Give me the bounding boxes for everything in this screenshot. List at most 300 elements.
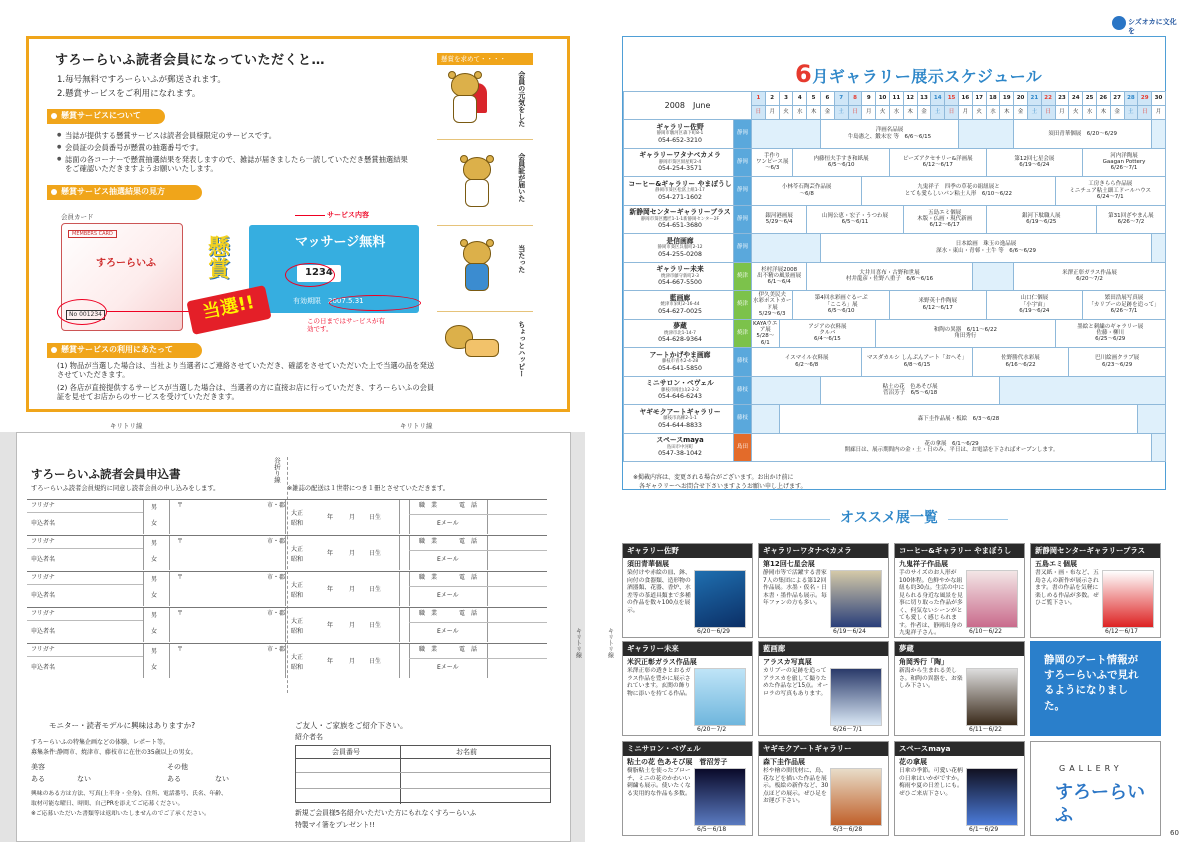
venue-row	[624, 433, 1166, 462]
weekday: 火	[876, 106, 890, 120]
area-tag: 藤枝	[734, 376, 752, 405]
beauty-label: 美容	[31, 763, 45, 771]
comic-caption-2: 会員証が届いた	[517, 153, 526, 202]
weekday: 日	[752, 106, 766, 120]
day-number: 30	[1152, 92, 1166, 106]
weekday: 木	[1000, 106, 1014, 120]
weekday: 日	[1041, 106, 1055, 120]
form-divider	[409, 550, 547, 551]
venue-name: 藍画廊	[669, 293, 691, 302]
form-field-label: 〒	[177, 574, 184, 581]
form-field-label: 男	[151, 648, 158, 655]
form-field-label: Eメール	[437, 628, 459, 635]
form-field-label: 月	[349, 658, 356, 665]
venue-cell	[624, 348, 734, 377]
weekday: 月	[765, 106, 779, 120]
form-field-label: 年	[327, 622, 334, 629]
venue-row	[624, 348, 1166, 377]
venue-tel: 054-652-3210	[658, 136, 702, 144]
rec-venue: 藍画廊	[759, 642, 888, 656]
monitor-question: モニター・読者モデルに興味はありますか?	[49, 721, 196, 730]
form-field-label: 日生	[369, 550, 382, 557]
venue-row	[624, 120, 1166, 149]
bullet-2: ● 会員証の会員番号が懸賞の抽選番号です。	[65, 143, 410, 152]
area-tag: 静岡	[734, 120, 752, 149]
rec-artwork-image	[830, 768, 882, 826]
rec-venue: 新静岡センターギャラリープラス	[1031, 544, 1160, 558]
rec-artwork-image	[830, 668, 882, 726]
form-field-label: 市・郡	[267, 610, 286, 617]
venue-cell	[624, 120, 734, 149]
recommended-card[interactable]	[894, 741, 1025, 836]
winner-burst	[189, 235, 281, 335]
rec-date: 6/20〜7/2	[697, 726, 727, 733]
weekday: 日	[945, 106, 959, 120]
venue-tel: 054-628-9364	[658, 336, 702, 344]
rec-venue: スペースmaya	[895, 742, 1024, 756]
rec-artwork-image	[830, 570, 882, 628]
form-field-label: 市・郡	[267, 538, 286, 545]
venue-addr: 藤枝市青木2-4-28	[661, 359, 699, 365]
day-number: 26	[1096, 92, 1110, 106]
beauty-yes[interactable]: ある	[31, 775, 45, 783]
form-divider	[487, 644, 488, 678]
day-number: 16	[958, 92, 972, 106]
rec-body: 手のサイズのお人形が100体程。色鮮やかな組紐も約30点。生活の中に見られる身近な風景を見事に切り取った作品が多く、何気ないシーンがとても愛しく感じられます。作者は、静岡出身の九鬼祥子さん。	[899, 570, 965, 637]
exhibition-cell[interactable]: 第4回水彩画ぐるーぷ 「こころ」展 6/5〜6/10	[793, 291, 890, 320]
weekday: 水	[1083, 106, 1097, 120]
weekday: 月	[1055, 106, 1069, 120]
empty-cell	[752, 234, 821, 263]
exhibition-cell[interactable]: KAYAウエア展 5/28〜6/1	[753, 320, 778, 346]
rec-body: 書又紙・画・布など、五島さんの新作が展示されます。書の作品を気軽に楽しめる作品が多数。ぜひご覧下さい。	[1035, 570, 1099, 607]
exhibition-cell[interactable]: 繁田浩展写真展 「カリブーの足跡を追って」 6/26〜7/1	[1083, 291, 1166, 320]
form-divider	[169, 608, 170, 642]
exhibition-cell[interactable]: 洋画名品展 牛島憲之、鍛末宏 等 6/6〜6/15	[820, 120, 958, 149]
exhibition-cell[interactable]: 日本絵画 珠玉の逸品展 深水・東山・青邨・土牛 等 6/6〜6/29	[820, 234, 1151, 263]
cut-line-label-2: キリトリ線	[400, 422, 433, 430]
rec-body: 杉や檜の間伐材に、鳥、花などを描いた作品を展示。板絵の新作など、30点ほどの展示。ぜひ足をお運び下さい。	[763, 768, 829, 805]
area-tag: 焼津	[734, 291, 752, 320]
recommended-card[interactable]	[758, 641, 889, 736]
form-field-label: 月	[349, 586, 356, 593]
introducer-label: 紹介者名	[295, 733, 323, 741]
form-field-label: 電 話	[459, 502, 478, 509]
form-divider	[399, 536, 400, 570]
form-divider	[487, 608, 488, 642]
venue-tel: 054-646-6243	[658, 393, 702, 401]
schedule-box	[622, 36, 1166, 490]
weekday: 金	[917, 106, 931, 120]
form-field-label: 昭和	[291, 520, 304, 527]
service-note: この日まではサービスが有効です。	[307, 317, 385, 334]
rec-venue: コーヒー&ギャラリー やまぼうし	[895, 544, 1024, 558]
weekday: 月	[958, 106, 972, 120]
panel-divider	[437, 311, 533, 312]
exhibition-cell[interactable]: 和陶の異器 6/11〜6/22 角田秀行	[876, 319, 1055, 348]
empty-cell	[752, 405, 780, 434]
day-number: 13	[917, 92, 931, 106]
form-divider	[143, 644, 144, 678]
rec-date: 6/11〜6/22	[969, 726, 1002, 733]
venue-name: ミニサロン・ベヴェル	[646, 379, 714, 388]
form-field-label: 〒	[177, 502, 184, 509]
day-number: 18	[986, 92, 1000, 106]
form-divider	[27, 512, 143, 513]
empty-cell	[1138, 405, 1166, 434]
ticket-title: マッサージ無料	[295, 235, 386, 250]
member-no-header: 会員番号	[332, 748, 360, 756]
form-field-label: 昭和	[291, 628, 304, 635]
form-field-label: 大正	[291, 618, 304, 625]
area-tag: 焼津	[734, 319, 752, 348]
form-divider	[285, 608, 286, 642]
comic-strip-header: 懸賞を求めて・・・・	[437, 53, 533, 65]
form-field-label: 大正	[291, 546, 304, 553]
exhibition-cell[interactable]: イスマイル衣料展 6/2〜6/8	[752, 348, 862, 377]
recommended-card[interactable]	[622, 741, 753, 836]
perk-1: 1.毎号無料ですろーらいふが郵送されます。	[57, 75, 226, 85]
venue-name: 夢蔵	[673, 322, 687, 331]
burst-top-text: 懸賞	[204, 235, 230, 279]
form-field-label: 職 業	[419, 610, 438, 617]
monitor-line-1: すろーらいふの特集企画などの体験、レポート等。	[31, 739, 170, 746]
exhibition-cell[interactable]: 墨絵と刺繍のギャラリー展 佐藤・柳川 6/25〜6/29	[1055, 319, 1165, 348]
schedule-title-rest: 月ギャラリー展示スケジュール	[812, 67, 1043, 86]
ticket-number-circle	[285, 263, 335, 287]
form-field-label: 大正	[291, 510, 304, 517]
day-number: 22	[1041, 92, 1055, 106]
exhibition-cell[interactable]: 山岡公恵・宏子・うつわ展 6/5〜6/11	[807, 205, 904, 234]
name-header: お名前	[456, 748, 477, 756]
form-divider	[285, 536, 286, 570]
weekday: 木	[903, 106, 917, 120]
recommended-card[interactable]	[894, 641, 1025, 736]
rec-title: 角岡秀行「陶」	[899, 658, 948, 666]
exhibition-cell[interactable]: 大井川喜布・古野和世展 村井龍彦・佐野八重子 6/6〜6/16	[807, 262, 973, 291]
exhibition-cell[interactable]: 粘土の花 色あそび展 菅沼芳子 6/5〜6/18	[820, 376, 999, 405]
venue-tel: 054-271-1602	[658, 193, 702, 201]
exhibition-cell[interactable]: 第31回ざやまん展 6/26〜7/2	[1096, 205, 1165, 234]
exhibition-cell[interactable]: 伊久美民夫 水彩ポストカード展 5/29〜6/3	[753, 292, 792, 318]
form-divider	[169, 536, 170, 570]
area-tag: 静岡	[734, 205, 752, 234]
table-divider	[400, 746, 401, 804]
exhibition-cell[interactable]: 九鬼祥子 四季の草花の組紐展と とても愛らしいパン粘土人形 6/10〜6/22	[862, 177, 1055, 206]
form-field-label: 月	[349, 550, 356, 557]
exhibition-cell[interactable]: マスダカルシ しんぷんアート「おへそ」 6/8〜6/15	[862, 348, 972, 377]
day-number: 19	[1000, 92, 1014, 106]
venue-tel: 0547-38-1042	[658, 450, 702, 458]
exhibition-cell[interactable]: 須田青華個展 6/20〜6/29	[1014, 120, 1152, 149]
rec-title: 森下圭作品展	[763, 758, 805, 766]
empty-cell	[958, 120, 1013, 149]
weekday: 金	[1110, 106, 1124, 120]
member-benefits-box	[26, 36, 570, 412]
other-label: その他	[167, 763, 188, 771]
rec-body: 染付けや赤絵の皿、鉢、向付の食器類、造形物の酒器類、花器、香炉、水差等の茶道具類まで多種の作品を数々100点を展示。	[627, 570, 691, 614]
venue-tel: 054-641-5850	[658, 364, 702, 372]
day-number: 23	[1055, 92, 1069, 106]
form-field-label: 職 業	[419, 646, 438, 653]
exhibition-cell[interactable]: 小林苓石陶芸作品展 〜6/8	[752, 177, 862, 206]
form-divider	[285, 644, 286, 678]
form-field-label: フリガナ	[31, 646, 55, 653]
form-field-label: Eメール	[437, 664, 459, 671]
empty-cell	[1152, 433, 1166, 462]
rec-title: 米沢正彰ガラス作品展	[627, 658, 697, 666]
area-tag: 焼津	[734, 262, 752, 291]
rec-title: 九鬼祥子作品展	[899, 560, 948, 568]
venue-cell	[624, 405, 734, 434]
exhibition-cell[interactable]: 五島エミ個展 木版・仏画・現代新画 6/12〜6/17	[903, 205, 986, 234]
schedule-note-2: 各ギャラリーへお問合せ下さいますようお願い申し上げます。	[633, 483, 807, 490]
day-number: 1	[752, 92, 766, 106]
schedule-table	[623, 91, 1166, 462]
gallery-logo-name: すろーらいふ	[1055, 782, 1145, 826]
form-divider	[487, 572, 488, 606]
form-field-label: 大正	[291, 582, 304, 589]
form-entry-row[interactable]	[27, 535, 547, 569]
weekday: 日	[848, 106, 862, 120]
form-entry-row[interactable]	[27, 643, 547, 677]
rec-venue: ミニサロン・ベヴェル	[623, 742, 752, 756]
venue-tel: 054-644-8833	[658, 421, 702, 429]
other-yes[interactable]: ある	[167, 775, 181, 783]
recommended-card[interactable]	[894, 543, 1025, 638]
other-no[interactable]: ない	[215, 775, 229, 783]
day-number: 14	[931, 92, 945, 106]
form-field-label: Eメール	[437, 592, 459, 599]
exhibition-cell[interactable]: 米澤正彰ガラス作品展 6/20〜7/2	[1014, 262, 1166, 291]
venue-name: ギャラリー未来	[656, 265, 704, 274]
exhibition-cell[interactable]: 銀河港画展 5/29〜6/4	[752, 205, 807, 234]
form-field-label: 申込者名	[31, 556, 56, 563]
form-field-label: 男	[151, 576, 158, 583]
venue-addr: 焼津市藤守新町2-3	[661, 273, 699, 279]
day-number: 24	[1069, 92, 1083, 106]
card-label: 会員カード	[61, 213, 94, 221]
form-divider	[169, 644, 170, 678]
form-field-label: 申込者名	[31, 664, 56, 671]
recommended-card[interactable]	[1030, 543, 1161, 638]
form-divider	[399, 500, 400, 534]
gallery-logo-top: GALLERY	[1059, 764, 1123, 773]
weekday: 日	[1138, 106, 1152, 120]
venue-name: スペースmaya	[656, 436, 704, 445]
rec-artwork-image	[966, 570, 1018, 628]
right-page	[606, 0, 1191, 842]
form-divider	[27, 584, 143, 585]
rec-body: 米澤正彰の透きとおるガラス作品を豊かに展示されています。玄関の飾り物に添いを持てる作品。	[627, 668, 691, 697]
exhibition-cell[interactable]: 森下圭作品展・板絵 6/3〜6/28	[779, 405, 1138, 434]
form-field-label: Eメール	[437, 556, 459, 563]
weekday: 木	[1096, 106, 1110, 120]
validity-circle	[329, 295, 421, 311]
monitor-note-2: 取材可能な曜日、時間、自己PRを添えてご応募ください。	[31, 801, 184, 807]
form-field-label: 年	[327, 514, 334, 521]
form-field-label: 電 話	[459, 538, 478, 545]
exhibition-cell[interactable]: 工房きらら作品展 ミニチュア粘土細工ドールハウス 6/24〜7/1	[1055, 177, 1165, 206]
form-divider	[409, 500, 410, 534]
empty-cell	[1000, 376, 1166, 405]
rec-venue: ギャラリーワタナベカメラ	[759, 544, 888, 558]
area-tag: 静岡	[734, 234, 752, 263]
form-field-label: 電 話	[459, 574, 478, 581]
form-field-label: 日生	[369, 514, 382, 521]
rec-date: 6/3〜6/28	[833, 826, 863, 833]
weekday: 水	[986, 106, 1000, 120]
venue-tel: 054-651-3680	[658, 222, 702, 230]
day-number: 10	[876, 92, 890, 106]
friend-title: ご友人・ご家族をご紹介下さい。	[295, 721, 408, 730]
page-number: 60	[1170, 829, 1179, 837]
form-field-label: 申込者名	[31, 520, 56, 527]
weekday: 土	[931, 106, 945, 120]
brand-text: シズオカに文化を	[1128, 18, 1177, 35]
venue-name: アートかげやま画廊	[649, 350, 711, 359]
area-tag: 静岡	[734, 148, 752, 177]
form-field-label: 電 話	[459, 646, 478, 653]
recommended-card[interactable]	[758, 543, 889, 638]
exhibition-cell[interactable]: 第12回七星会展 6/19〜6/24	[986, 148, 1083, 177]
venue-row	[624, 376, 1166, 405]
application-form-area	[0, 432, 585, 842]
day-number: 3	[779, 92, 793, 106]
venue-addr: 静岡市駿河区森下町8-1	[656, 131, 704, 137]
exhibition-cell[interactable]: 巴川絵画クラブ展 6/23〜6/29	[1069, 348, 1166, 377]
form-field-label: 市・郡	[267, 502, 286, 509]
form-field-label: Eメール	[437, 520, 459, 527]
brand-mark-icon	[1112, 16, 1126, 30]
weekday: 土	[834, 106, 848, 120]
ticket-validity: 有効期限 2007.5.31	[293, 297, 364, 305]
rec-date: 6/20〜6/29	[697, 628, 730, 635]
usage-2: (2) 各店が直接提供するサービスが当選した場合は、当選者の方に直接お店に行っていただき、すろーらいふの会員証を見せてお店からのサービスを受けていただきます。	[57, 383, 435, 402]
form-field-label: 市・郡	[267, 646, 286, 653]
exhibition-cell[interactable]: ビーズアクセサリー&洋画展 6/12〜6/17	[889, 148, 986, 177]
rec-artwork-image	[694, 668, 746, 726]
comic-caption-3: 当たった	[517, 245, 526, 273]
schedule-title-month: 6	[795, 60, 813, 88]
exhibition-cell[interactable]: 山口仁個展 「小宇宙」 6/19〜6/24	[986, 291, 1083, 320]
rec-title: アラスカ写真展	[763, 658, 812, 666]
area-tag: 藤枝	[734, 405, 752, 434]
form-entry-row[interactable]	[27, 571, 547, 605]
recommended-card[interactable]	[622, 641, 753, 736]
recommended-card[interactable]	[758, 741, 889, 836]
form-divider	[409, 536, 410, 570]
form-field-label: 〒	[177, 646, 184, 653]
weekday: 火	[972, 106, 986, 120]
form-field-label: フリガナ	[31, 574, 55, 581]
form-field-label: フリガナ	[31, 610, 55, 617]
form-field-label: 女	[151, 556, 158, 563]
rec-title: 第12回七星会展	[763, 560, 815, 568]
venue-addr: 静岡市葵区鷹匠1-1-1新静岡センター2F	[640, 216, 720, 222]
service-line	[295, 215, 325, 216]
exhibition-cell[interactable]: 佐野勝代水彩展 6/16〜6/22	[972, 348, 1069, 377]
day-number: 25	[1083, 92, 1097, 106]
form-field-label: 職 業	[419, 502, 438, 509]
rec-venue: ギャラリー未来	[623, 642, 752, 656]
form-field-label: 日生	[369, 622, 382, 629]
exhibition-cell[interactable]: 銀河下駄職人展 6/19〜6/25	[986, 205, 1096, 234]
form-field-label: 月	[349, 514, 356, 521]
form-field-label: 昭和	[291, 592, 304, 599]
exhibition-cell[interactable]: 河内洋陶展 Gaagan Pottery 6/26〜7/1	[1083, 148, 1166, 177]
venue-addr: 焼津市栄町2-16-44	[660, 302, 700, 308]
exhibition-cell[interactable]: アジアの衣料展 クルバ 6/4〜6/15	[779, 319, 876, 348]
form-field-label: 日生	[369, 658, 382, 665]
venue-cell	[624, 433, 734, 462]
rec-body: 樹脂粘土を使ったブローチ、ミニの花のかわいい刺繍も展示。使いたくなる実用的な作品も多数。	[627, 768, 691, 797]
gallery-logo	[1030, 741, 1161, 836]
form-field-label: 年	[327, 658, 334, 665]
application-form	[16, 432, 571, 842]
form-field-label: 昭和	[291, 556, 304, 563]
exhibition-cell[interactable]: 手作り ワンピース展 〜6/3	[752, 148, 793, 177]
form-divider	[285, 500, 286, 534]
friend-row[interactable]	[296, 772, 550, 773]
monitor-line-2: 募集条件:静岡市、焼津市、藤枝市に在住の35歳以上の男女。	[31, 749, 197, 756]
rec-venue: ギャラリー佐野	[623, 544, 752, 558]
card-number-circle	[57, 299, 107, 325]
form-field-label: 大正	[291, 654, 304, 661]
rec-date: 6/12〜6/17	[1105, 628, 1138, 635]
exhibition-cell[interactable]: 米野英十作陶展 6/12〜6/17	[889, 291, 986, 320]
rec-artwork-image	[694, 768, 746, 826]
section-heading-results: 懸賞サービス抽選結果の見方	[47, 185, 202, 200]
form-entry-row[interactable]	[27, 607, 547, 641]
friend-row[interactable]	[296, 788, 550, 789]
exhibition-cell[interactable]: 花の拿展 6/1〜6/29 開廊日は、展示期間内の金・土・日のみ。平日は、お電話を下さればオープンします。	[752, 433, 1152, 462]
cut-line-label: キリトリ線	[110, 422, 143, 430]
venue-tel: 054-667-5500	[658, 279, 702, 287]
usage-1: (1) 物品が当選した場合は、当社より当選者にご連絡させていただき、確認をさせていただいた上で当選の品を発送させていただきます。	[57, 361, 435, 380]
exhibition-cell[interactable]: 内藤恒夫手すき和紙展 6/5〜6/10	[793, 148, 890, 177]
bear-illustration-4	[443, 325, 503, 385]
empty-cell	[752, 120, 821, 149]
rec-title: 粘土の花 色あそび展 菅沼芳子	[627, 758, 728, 766]
form-field-label: フリガナ	[31, 538, 55, 545]
day-number: 6	[820, 92, 834, 106]
form-entry-row[interactable]	[27, 499, 547, 533]
rec-date: 6/19〜6/24	[833, 628, 866, 635]
burst-main-text: 当選!!	[186, 285, 271, 335]
comic-caption-1: 会員の元気をした	[517, 71, 526, 127]
beauty-no[interactable]: ない	[77, 775, 91, 783]
venue-cell	[624, 234, 734, 263]
exhibition-cell[interactable]: 杉村洋展2008 出不精の風景画展 6/1〜6/4	[752, 262, 807, 291]
bear-illustration-3	[455, 241, 499, 301]
empty-cell	[752, 376, 821, 405]
venue-addr: 静岡市葵区松富上組1-17	[655, 188, 705, 194]
art-info-box: 静岡のアート情報がすろーらいふで見れるようになりました。	[1030, 641, 1161, 736]
venue-addr: 島田市中河町	[666, 444, 694, 450]
day-number: 17	[972, 92, 986, 106]
day-number: 28	[1124, 92, 1138, 106]
recommended-card[interactable]	[622, 543, 753, 638]
form-divider	[143, 500, 144, 534]
day-number: 4	[793, 92, 807, 106]
venue-cell	[624, 291, 734, 320]
venue-row	[624, 148, 1166, 177]
day-number: 8	[848, 92, 862, 106]
monitor-note-3: ※ご応募いただいた書類等は返却いたしませんのでご了承ください。	[31, 811, 210, 817]
venue-cell	[624, 376, 734, 405]
form-divider	[285, 572, 286, 606]
